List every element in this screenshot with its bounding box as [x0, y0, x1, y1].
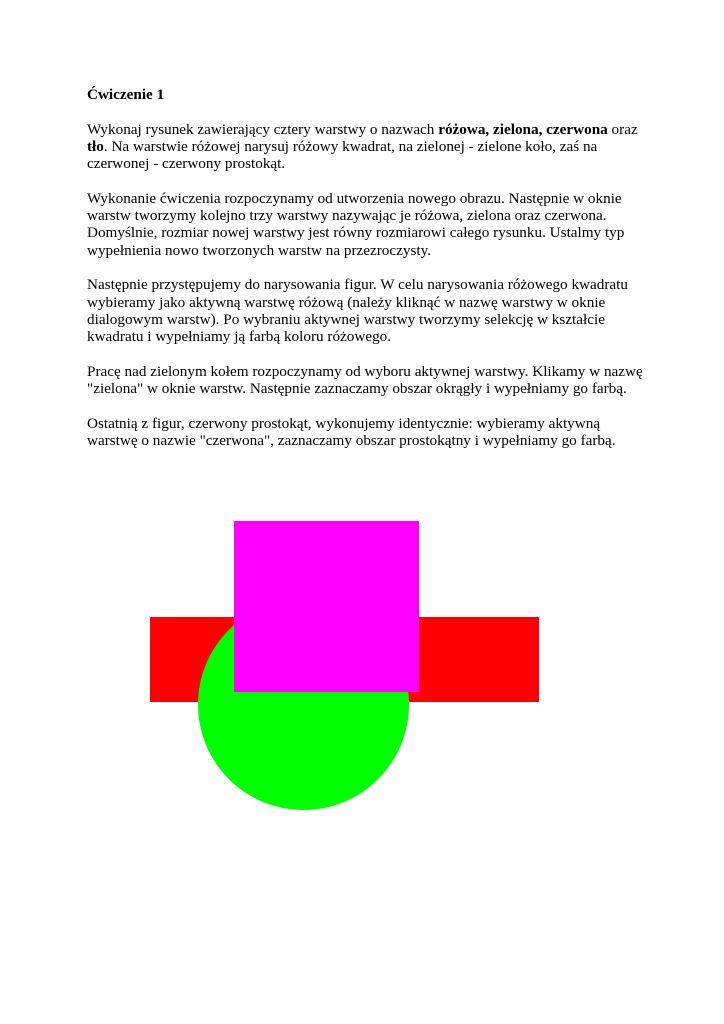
layer-names-bold: różowa, zielona, czerwona	[438, 120, 608, 138]
exercise-title: Ćwiczenie 1	[87, 86, 165, 103]
paragraph-red-rectangle: Ostatnią z figur, czerwony prostokąt, wykonujemy identycznie: wybieramy aktywną warstwę o nazwie "czerwona", zaznaczamy obszar prostokątny i wypełniamy go farbą.	[87, 414, 616, 449]
paragraph-green-circle: Pracę nad zielonym kołem rozpoczynamy od wyboru aktywnej warstwy. Klikamy w nazwę "zielona" w oknie warstw. Następnie zaznaczamy obszar okrągły i wypełniamy go farbą.	[87, 362, 643, 398]
paragraph-task-text-b: oraz	[607, 120, 638, 138]
paragraph-new-image: Wykonanie ćwiczenia rozpoczynamy od utworzenia nowego obrazu. Następnie w oknie warstw tworzymy kolejno trzy warstwy nazywając je różowa, zielona oraz czerwona. Domyślnie, rozmiar nowej warstwy jest równy rozmiarowi całego rysunku. Ustalmy typ wypełnienia nowo tworzonych warstw na przezroczysty.	[87, 189, 625, 259]
background-layer-name-bold: tło	[87, 137, 104, 155]
paragraph-pink-square: Następnie przystępujemy do narysowania figur. W celu narysowania różowego kwadratu wybieramy jako aktywną warstwę różową (należy kliknąć w nazwę warstwy w oknie dialogowym warstw). Po wybraniu aktywnej warstwy tworzymy selekcję w kształcie kwadratu i wypełniamy ją farbą koloru różowego.	[87, 276, 628, 346]
paragraph-task-text-a: Wykonaj rysunek zawierający cztery warstwy o nazwach	[87, 120, 439, 138]
paragraph-task-text-c: . Na warstwie różowej narysuj różowy kwadrat, na zielonej - zielone koło, zaś na czerwonej - czerwony prostokąt.	[87, 137, 598, 173]
pink-square	[234, 521, 419, 692]
